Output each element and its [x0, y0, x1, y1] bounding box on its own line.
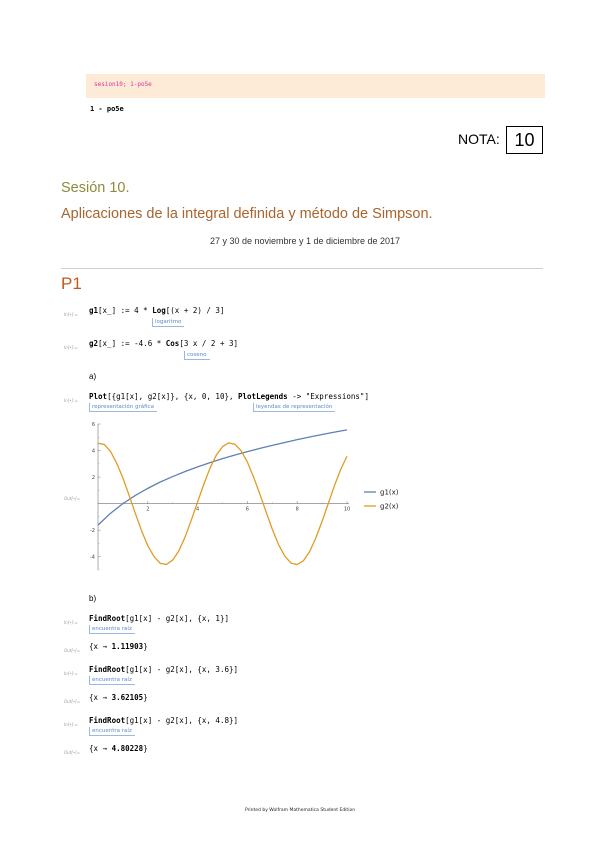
findroot-result-3 — [89, 744, 148, 753]
findroot-hint[interactable]: encuentra raíz — [89, 727, 135, 736]
y-tick-label: 2 — [91, 474, 95, 481]
legend-label: g2(x) — [380, 502, 399, 511]
g1-definition[interactable] — [89, 306, 224, 315]
in-label: In[•]:= — [64, 345, 78, 350]
nota-value: 10 — [506, 126, 543, 154]
part-a-label: a) — [89, 372, 97, 381]
findroot-fn: FindRoot — [89, 716, 126, 725]
findroot-args: [g1[x] - g2[x], {x, 3.6}] — [125, 665, 239, 674]
result-prefix: {x → — [89, 744, 112, 753]
header-cell-text: sesion10; 1-po5e — [94, 81, 152, 88]
g2-name: g2 — [89, 339, 99, 348]
findroot-command-1[interactable] — [89, 614, 229, 623]
header-subline: 1 - po5e — [90, 105, 124, 113]
plot-fn: Plot — [89, 392, 108, 401]
findroot-fn: FindRoot — [89, 614, 126, 623]
cos-hint[interactable]: coseno — [184, 351, 210, 360]
result-suffix: } — [143, 642, 148, 651]
x-tick-label: 6 — [245, 506, 249, 513]
divider — [61, 268, 543, 269]
y-tick-label: -4 — [90, 554, 95, 561]
result-prefix: {x → — [89, 693, 112, 702]
header-cell — [86, 74, 545, 98]
x-tick-label: 10 — [343, 506, 351, 513]
session-label: Sesión 10. — [61, 180, 130, 196]
session-title: Aplicaciones de la integral definida y método de Simpson. — [61, 206, 433, 222]
y-tick-label: 4 — [91, 448, 95, 455]
in-label: In[•]:= — [64, 722, 78, 727]
findroot-hint[interactable]: encuentra raíz — [89, 625, 135, 634]
x-tick-label: 4 — [196, 506, 200, 513]
plot-opt: PlotLegends — [238, 392, 288, 401]
g1-rest: [x_] := 4 * — [98, 306, 153, 315]
out-label: Out[•]= — [64, 496, 81, 501]
log-hint[interactable]: logaritmo — [152, 318, 184, 327]
out-label: Out[•]= — [64, 648, 81, 653]
in-label: In[•]:= — [64, 398, 78, 403]
legend-label: g1(x) — [380, 488, 399, 497]
y-tick-label: -2 — [90, 527, 95, 534]
g2-rest: [x_] := -4.6 * — [98, 339, 166, 348]
out-label: Out[•]= — [64, 699, 81, 704]
result-suffix: } — [143, 693, 148, 702]
plot-args: [{g1[x], g2[x]}, {x, 0, 10}, — [107, 392, 239, 401]
legend-hint[interactable]: leyendas de representación — [253, 403, 335, 412]
x-tick-label: 8 — [295, 506, 299, 513]
findroot-hint[interactable]: encuentra raíz — [89, 676, 135, 685]
x-tick-label: 2 — [146, 506, 150, 513]
findroot-args: [g1[x] - g2[x], {x, 1}] — [125, 614, 229, 623]
g1-arg: [(x + 2) / 3] — [165, 306, 225, 315]
print-footer: Printed by Wolfram Mathematica Student Edition — [244, 808, 356, 813]
in-label: In[•]:= — [64, 620, 78, 625]
result-prefix: {x → — [89, 642, 112, 651]
findroot-result-2 — [89, 693, 148, 702]
findroot-fn: FindRoot — [89, 665, 126, 674]
g1-fn: Log — [152, 306, 166, 315]
out-label: Out[•]= — [64, 750, 81, 755]
result-suffix: } — [143, 744, 148, 753]
g2-definition[interactable] — [89, 339, 238, 348]
chart-legend — [364, 489, 399, 511]
plot-chart[interactable] — [86, 418, 416, 578]
g2-fn: Cos — [165, 339, 180, 348]
nota-label: NOTA: — [458, 131, 500, 147]
section-title: P1 — [61, 274, 82, 293]
plot-hint[interactable]: representación gráfica — [89, 403, 157, 412]
part-b-label: b) — [89, 594, 97, 603]
plot-rest: -> "Expressions"] — [287, 392, 369, 401]
in-label: In[•]:= — [64, 671, 78, 676]
root-value: 3.62105 — [111, 693, 144, 702]
findroot-result-1 — [89, 642, 148, 651]
plot-command[interactable] — [89, 392, 369, 401]
in-label: In[•]:= — [64, 312, 78, 317]
root-value: 1.11903 — [111, 642, 144, 651]
g1-name: g1 — [89, 306, 99, 315]
y-tick-label: 6 — [91, 421, 95, 428]
g2-arg: [3 x / 2 + 3] — [179, 339, 239, 348]
findroot-args: [g1[x] - g2[x], {x, 4.8}] — [125, 716, 239, 725]
findroot-command-2[interactable] — [89, 665, 238, 674]
session-date: 27 y 30 de noviembre y 1 de diciembre de 2017 — [209, 236, 401, 246]
findroot-command-3[interactable] — [89, 716, 238, 725]
series-line-g1x — [98, 430, 347, 525]
root-value: 4.80228 — [111, 744, 144, 753]
chart-series — [98, 430, 347, 565]
